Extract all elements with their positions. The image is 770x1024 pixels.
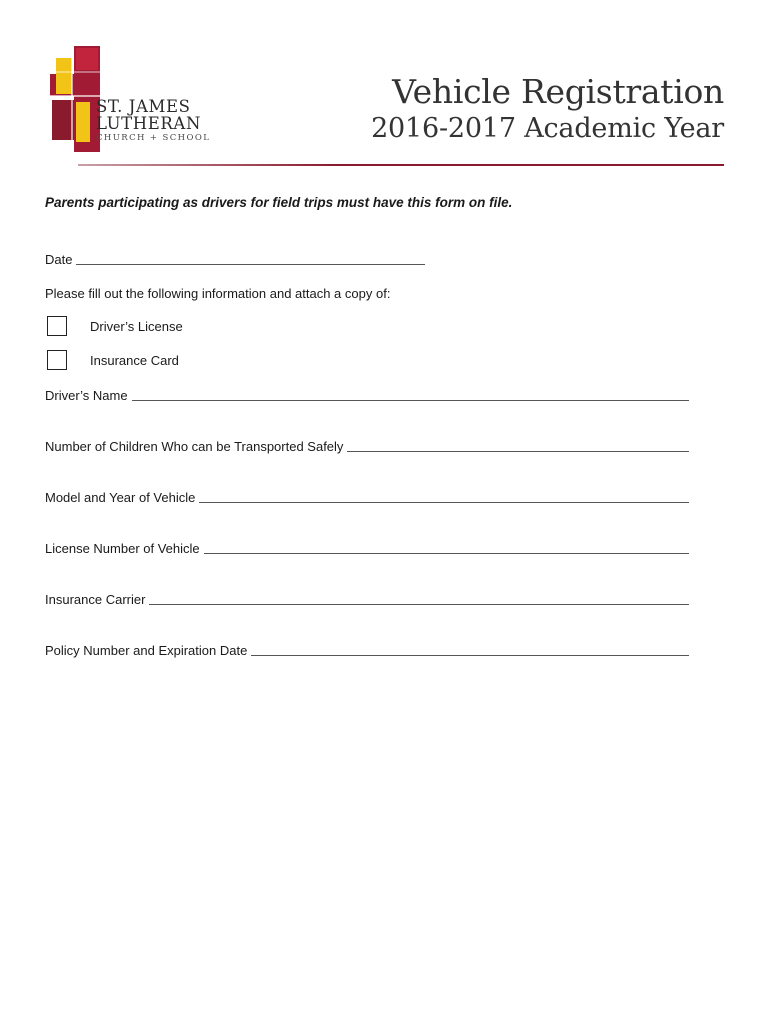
insurance-card-checkbox[interactable] xyxy=(47,350,67,370)
logo-wordmark xyxy=(96,97,211,144)
insurance-carrier-label: Insurance Carrier xyxy=(45,592,146,607)
drivers-name-label: Driver’s Name xyxy=(45,388,128,403)
vehicle-model-year-field[interactable] xyxy=(45,490,689,505)
children-capacity-field[interactable] xyxy=(45,439,689,454)
insurance-card-option[interactable] xyxy=(47,350,179,370)
vehicle-model-year-input-line[interactable] xyxy=(199,490,689,503)
drivers-license-label: Driver’s License xyxy=(90,318,183,334)
children-capacity-label: Number of Children Who can be Transported Safely xyxy=(45,439,344,454)
logo-tagline: CHURCH + SCHOOL xyxy=(96,133,211,143)
date-field[interactable] xyxy=(45,252,425,267)
date-label: Date xyxy=(45,252,73,267)
drivers-license-option[interactable] xyxy=(47,316,183,336)
insurance-carrier-input-line[interactable] xyxy=(149,592,689,605)
policy-number-input-line[interactable] xyxy=(251,643,689,656)
form-notice: Parents participating as drivers for field trips must have this form on file. xyxy=(45,195,513,210)
attach-instruction: Please fill out the following information and attach a copy of: xyxy=(45,286,391,301)
school-logo xyxy=(46,44,211,156)
page-subtitle: 2016-2017 Academic Year xyxy=(371,113,724,144)
drivers-name-input-line[interactable] xyxy=(132,388,689,401)
license-number-label: License Number of Vehicle xyxy=(45,541,200,556)
insurance-card-label: Insurance Card xyxy=(90,352,179,368)
drivers-license-checkbox[interactable] xyxy=(47,316,67,336)
date-input-line[interactable] xyxy=(76,252,425,265)
policy-number-field[interactable] xyxy=(45,643,689,658)
page-title: Vehicle Registration xyxy=(392,72,724,111)
children-capacity-input-line[interactable] xyxy=(347,439,689,452)
policy-number-label: Policy Number and Expiration Date xyxy=(45,643,248,658)
drivers-name-field[interactable] xyxy=(45,388,689,403)
license-number-input-line[interactable] xyxy=(204,541,689,554)
header-divider xyxy=(78,164,724,166)
vehicle-model-year-label: Model and Year of Vehicle xyxy=(45,490,196,505)
logo-name-line2: LUTHERAN xyxy=(96,114,201,133)
insurance-carrier-field[interactable] xyxy=(45,592,689,607)
logo-name-line1: ST. JAMES xyxy=(96,97,191,116)
license-number-field[interactable] xyxy=(45,541,689,556)
